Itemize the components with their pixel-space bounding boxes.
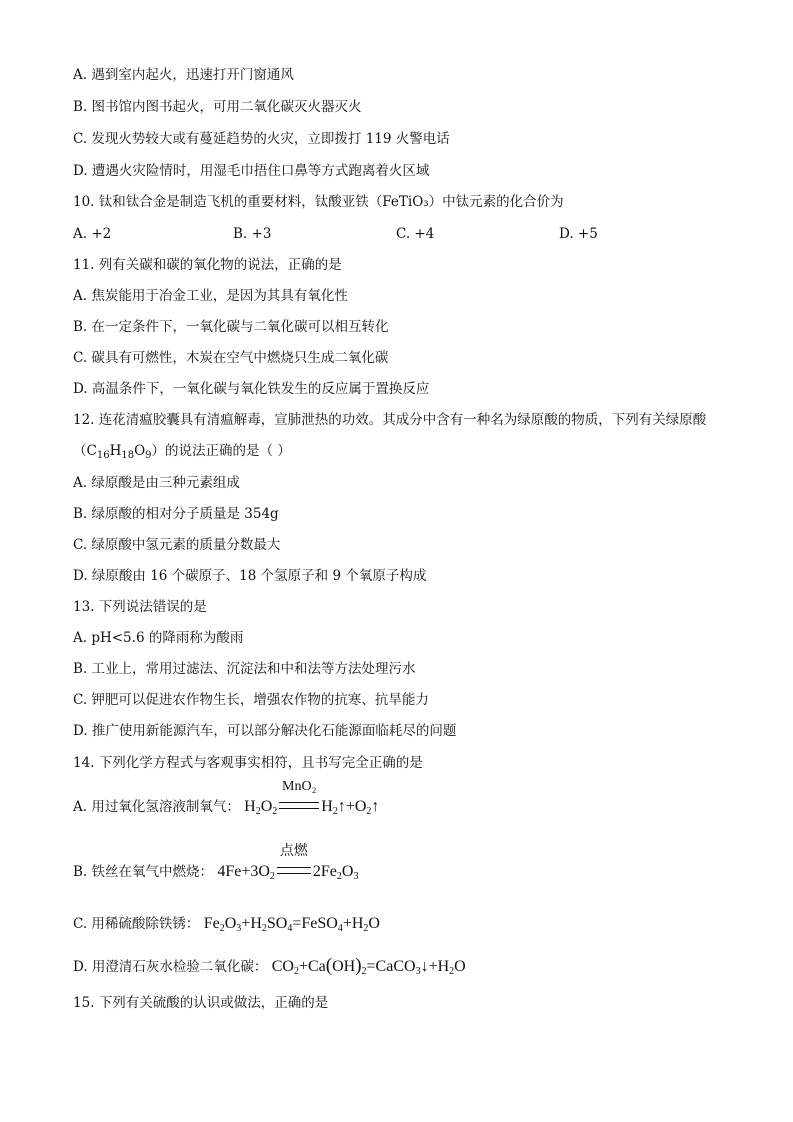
q10-option-b: B. +3 xyxy=(233,226,272,242)
q10-option-d: D. +5 xyxy=(559,226,598,242)
q14-option-c xyxy=(73,912,380,936)
q14-option-b xyxy=(73,844,359,884)
q14-a-condition xyxy=(279,779,319,819)
q15-stem: 15. 下列有关硫酸的认识或做法，正确的是 xyxy=(73,995,329,1011)
q12-option-d: D. 绿原酸由 16 个碳原子、18 个氢原子和 9 个氧原子构成 xyxy=(73,568,427,584)
q12-formula-prefix: （C xyxy=(73,443,97,459)
q12-h: H xyxy=(109,443,122,459)
q12-h-subscript: 18 xyxy=(121,450,135,461)
q11-option-a: A. 焦炭能用于冶金工业，是因为其具有氧化性 xyxy=(73,288,348,304)
q14-option-d-label: D. 用澄清石灰水检验二氧化碳： xyxy=(73,959,268,975)
q9-option-b: B. 图书馆内图书起火，可用二氧化碳灭火器灭火 xyxy=(73,99,362,115)
q9-option-d: D. 遭遇火灾险情时，用湿毛巾捂住口鼻等方式跑离着火区域 xyxy=(73,163,430,179)
q9-option-c: C. 发现火势较大或有蔓延趋势的火灾，立即拨打 119 火警电话 xyxy=(73,131,450,147)
q11-option-b: B. 在一定条件下，一氧化碳与二氧化碳可以相互转化 xyxy=(73,319,389,335)
q14-option-d xyxy=(73,954,466,979)
q14-option-a-label: A. 用过氧化氢溶液制氧气： xyxy=(73,799,240,815)
q10-option-c: C. +4 xyxy=(396,226,435,242)
q11-option-d: D. 高温条件下，一氧化碳与氧化铁发生的反应属于置换反应 xyxy=(73,381,430,397)
q14-b-condition xyxy=(277,844,311,884)
q14-option-b-equation: $4Fe+3O_2$ 点燃 $2Fe_2O_3$ xyxy=(217,863,358,880)
q12-option-a: A. 绿原酸是由三种元素组成 xyxy=(73,475,240,491)
q14-option-a-equation: $H_2O_2$ MnO₂ $H_2↑+O_2↑$ xyxy=(244,798,379,815)
q13-option-b: B. 工业上，常用过滤法、沉淀法和中和法等方法处理污水 xyxy=(73,661,416,677)
q12-c-subscript: 16 xyxy=(96,450,110,461)
q14-b-ignite: 点燃 xyxy=(279,844,308,859)
q12-stem: 12. 连花清瘟胶囊具有清瘟解毒，宣肺泄热的功效。其成分中含有一种名为绿原酸的物质，下列有关绿原酸 xyxy=(73,412,707,428)
q14-option-a xyxy=(73,779,380,819)
q12-o-subscript: 9 xyxy=(145,450,152,461)
q14-option-b-label: B. 铁丝在氧气中燃烧： xyxy=(73,864,214,880)
q11-option-c: C. 碳具有可燃性，木炭在空气中燃烧只生成二氧化碳 xyxy=(73,350,389,366)
q14-a-catalyst: MnO₂ xyxy=(282,779,317,794)
q13-stem: 13. 下列说法错误的是 xyxy=(73,599,207,615)
q11-stem: 11. 列有关碳和碳的氧化物的说法，正确的是 xyxy=(73,257,342,273)
q13-option-d: D. 推广使用新能源汽车，可以部分解决化石能源面临耗尽的问题 xyxy=(73,723,457,739)
q12-option-b: B. 绿原酸的相对分子质量是 354g xyxy=(73,506,279,522)
q12-o: O xyxy=(134,443,146,459)
q14-option-c-label: C. 用稀硫酸除铁锈： xyxy=(73,916,200,932)
q14-option-c-equation: $Fe_2O_3+H_2SO_4=FeSO_4+H_2O$ xyxy=(203,915,380,934)
q12-stem-line2 xyxy=(73,442,291,460)
q9-option-a: A. 遇到室内起火，迅速打开门窗通风 xyxy=(73,67,294,83)
q10-option-a: A. +2 xyxy=(73,226,112,242)
q13-option-c: C. 钾肥可以促进农作物生长，增强农作物的抗寒、抗旱能力 xyxy=(73,692,429,708)
q14-option-d-equation: $CO_2+Ca(OH)_2=CaCO_3↓+H_2O$ xyxy=(271,955,466,977)
q13-option-a: A. pH<5.6 的降雨称为酸雨 xyxy=(73,630,244,646)
q14-stem: 14. 下列化学方程式与客观事实相符，且书写完全正确的是 xyxy=(73,755,423,771)
q12-stem-suffix: ）的说法正确的是（ ） xyxy=(151,443,291,459)
q10-stem: 10. 钛和钛合金是制造飞机的重要材料，钛酸亚铁（FeTiO₃）中钛元素的化合价为 xyxy=(73,194,564,210)
q12-option-c: C. 绿原酸中氢元素的质量分数最大 xyxy=(73,537,281,553)
